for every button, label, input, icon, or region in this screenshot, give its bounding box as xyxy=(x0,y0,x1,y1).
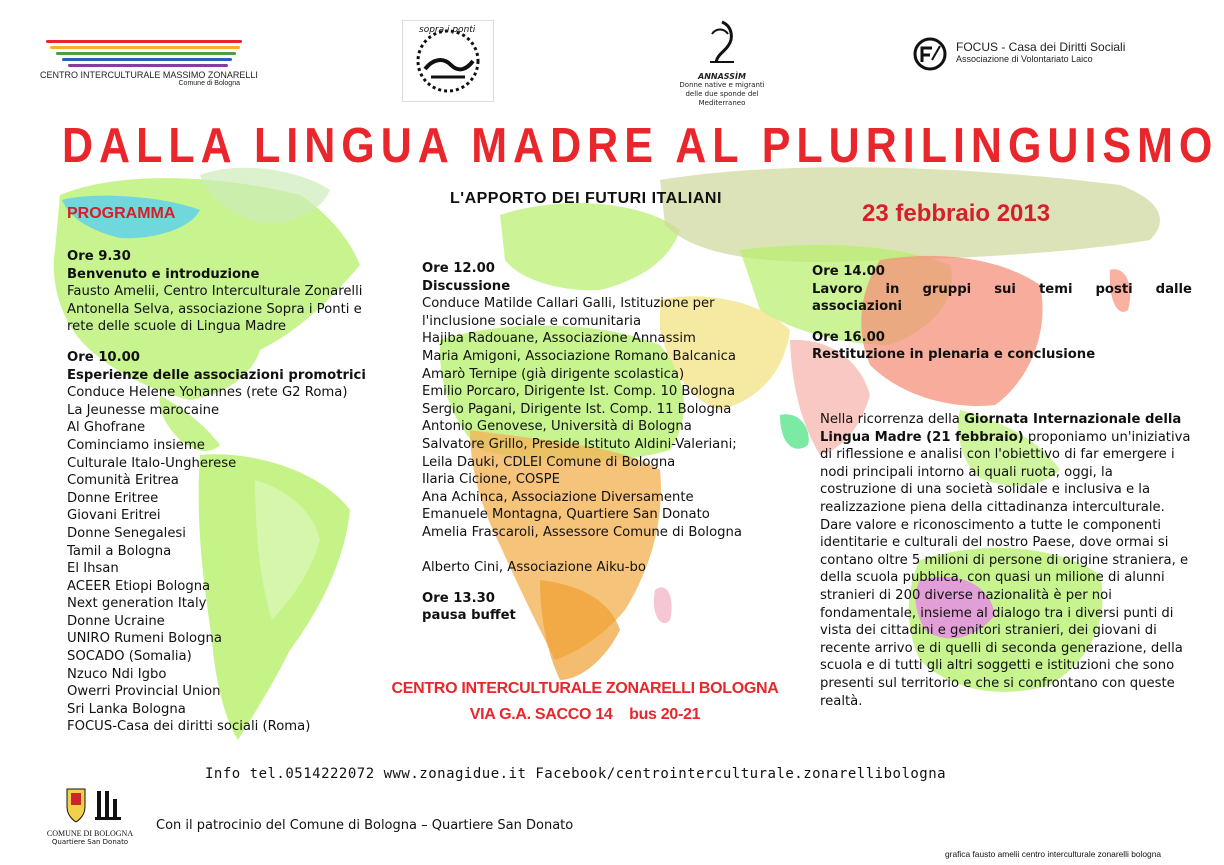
association-item: Cominciamo insieme xyxy=(67,437,205,453)
association-item: Conduce Helene Yohannes (rete G2 Roma) xyxy=(67,385,348,401)
spacer xyxy=(422,542,792,560)
association-item: Tamil a Bologna xyxy=(67,543,172,559)
focus-logo-icon xyxy=(912,36,948,72)
session-title: pausa buffet xyxy=(422,608,516,624)
session-title: Restituzione in plenaria e conclusione xyxy=(812,347,1096,363)
speaker-line: l'inclusione sociale e comunitaria xyxy=(422,313,642,329)
paragraph-bold: Giornata Internazionale della Lingua Madre (21 febbraio) xyxy=(820,412,1182,445)
venue-name: CENTRO INTERCULTURALE ZONARELLI BOLOGNA xyxy=(391,680,779,697)
speaker-line: Alberto Cini, Associazione Aiku-bo xyxy=(422,560,646,576)
annassim-logo-icon xyxy=(702,18,742,68)
logo-focus xyxy=(912,36,1162,76)
speaker-line: Sergio Pagani, Dirigente Ist. Comp. 11 Bologna xyxy=(422,401,732,417)
venue-address: VIA G.A. SACCO 14 bus 20-21 xyxy=(469,706,701,723)
speaker-line: Antonio Genovese, Università di Bologna xyxy=(422,419,692,435)
speaker-line: Salvatore Grillo, Preside Istituto Aldini-Valeriani; xyxy=(422,436,737,452)
speaker-line: Ilaria Cicione, COSPE xyxy=(422,472,560,488)
association-item: Sri Lanka Bologna xyxy=(67,701,186,717)
association-item: Al Ghofrane xyxy=(67,420,146,436)
association-item: El Ihsan xyxy=(67,561,119,577)
speaker-line: Emanuele Montagna, Quartiere San Donato xyxy=(422,507,710,523)
speaker-line: rete delle scuole di Lingua Madre xyxy=(67,319,287,335)
paragraph-body: proponiamo un'iniziativa di riflessione e analisi con l'obiettivo di far emergere i nodi principali intorno ai quali ruota, oggi, la costruzione di una società solidale e inclusiva e la realizzazione piena della cittadinanza interculturale. Dare valore e riconoscimento a tutte le componenti identitarie e culturali del nostro Paese, dove ormai si contano oltre 5 milioni di persone di origine straniera, e della scuola pubblica, con quasi un milione di alunni stranieri di 200 diverse nazionalità è per noi fondamentale, insieme al dialogo tra i diversi punti di vista dei cittadini e genitori stranieri, dei giovani di recente arrivo e di quelli di seconda generazione, della scuola e di tutti gli altri soggetti e istituzioni che sono presenti sul territorio e che si confrontano con queste realtà. xyxy=(820,429,1191,709)
speaker-line: Fausto Amelii, Centro Interculturale Zonarelli xyxy=(67,284,363,300)
speaker-line: Leila Dauki, CDLEI Comune di Bologna xyxy=(422,454,676,470)
session-title: Discussione xyxy=(422,278,511,294)
logo-focus-title: FOCUS - Casa dei Diritti Sociali xyxy=(956,40,1126,54)
patronage-line: Con il patrocinio del Comune di Bologna – Quartiere San Donato xyxy=(156,818,574,833)
contact-info: Info tel.0514222072 www.zonagidue.it Facebook/centrointerculturale.zonarellibologna xyxy=(205,766,947,782)
graphic-credit: grafica fausto amelii centro interculturale zonarelli bologna xyxy=(945,849,1162,859)
session-time: Ore 12.00 xyxy=(422,261,495,276)
speaker-line: Hajiba Radouane, Associazione Annassim xyxy=(422,331,696,347)
association-item: Culturale Italo-Ungherese xyxy=(67,455,237,471)
logo-sopra-i-ponti-name: sopra i ponti xyxy=(419,25,476,35)
logo-focus-sub: Associazione di Volontariato Laico xyxy=(956,54,1093,64)
description-paragraph xyxy=(820,411,1192,710)
programma-heading: PROGRAMMA xyxy=(67,205,176,222)
association-item: Donne Eritree xyxy=(67,490,159,506)
comune-sub: Quartiere San Donato xyxy=(51,838,129,846)
association-item: SOCADO (Somalia) xyxy=(67,649,192,665)
session-title: Lavoro in gruppi sui temi posti dalle xyxy=(812,281,1192,297)
speaker-line: Conduce Matilde Callari Galli, Istituzione per xyxy=(422,296,715,312)
paragraph-lead: Nella ricorrenza della xyxy=(820,412,965,427)
speaker-line: Ana Achinca, Associazione Diversamente xyxy=(422,489,694,505)
program-column-afternoon xyxy=(812,263,1192,364)
venue-block xyxy=(380,676,790,728)
speaker-line: Amelia Frascaroli, Assessore Comune di Bologna xyxy=(422,524,742,540)
speaker-line: Maria Amigoni, Associazione Romano Balcanica xyxy=(422,348,737,364)
event-date: 23 febbraio 2013 xyxy=(862,200,1051,227)
comune-coat-of-arms-icon xyxy=(45,785,135,825)
program-column-midday xyxy=(422,260,792,625)
association-item: FOCUS-Casa dei diritti sociali (Roma) xyxy=(67,719,311,735)
session-title: Esperienze delle associazioni promotrici xyxy=(67,367,366,383)
logo-annassim xyxy=(672,18,772,108)
association-item: Comunità Eritrea xyxy=(67,473,179,489)
association-item: Donne Senegalesi xyxy=(67,525,186,541)
speaker-line: Emilio Porcaro, Dirigente Ist. Comp. 10 Bologna xyxy=(422,384,736,400)
session-title-cont: associazioni xyxy=(812,299,903,315)
session-time: Ore 14.00 xyxy=(812,264,885,279)
association-item: Giovani Eritrei xyxy=(67,508,161,524)
rainbow-stripes-icon xyxy=(46,40,246,67)
session-time: Ore 16.00 xyxy=(812,329,885,345)
logo-zonarelli-sub: Comune di Bologna xyxy=(178,80,240,87)
association-item: Donne Ucraine xyxy=(67,613,165,629)
speaker-line: Antonella Selva, associazione Sopra i Ponti e xyxy=(67,301,362,317)
session-time: Ore 10.00 xyxy=(67,349,140,365)
association-item: UNIRO Rumeni Bologna xyxy=(67,631,222,647)
comune-name: COMUNE DI BOLOGNA xyxy=(46,829,134,838)
session-title: Benvenuto e introduzione xyxy=(67,266,260,282)
logo-comune xyxy=(40,785,140,846)
session-time: Ore 13.30 xyxy=(422,590,495,606)
association-item: Next generation Italy xyxy=(67,596,207,612)
association-item: La Jeunesse marocaine xyxy=(67,402,220,418)
page-title: DALLA LINGUA MADRE AL PLURILINGUISMO xyxy=(62,118,1219,174)
association-item: Owerri Provincial Union xyxy=(67,684,221,700)
program-column-morning xyxy=(67,248,407,736)
association-item: Nzuco Ndi Igbo xyxy=(67,666,167,682)
association-item: ACEER Etiopi Bologna xyxy=(67,578,211,594)
logo-sopra-i-ponti xyxy=(402,20,494,102)
speaker-line: Amarò Ternipe (già dirigente scolastica) xyxy=(422,366,685,382)
logo-annassim-desc: Donne native e migranti delle due sponde del Mediterraneo xyxy=(679,81,765,107)
logo-annassim-name: ANNASSÌM xyxy=(698,72,746,81)
logo-zonarelli xyxy=(40,38,260,108)
page-subtitle: L'APPORTO DEI FUTURI ITALIANI xyxy=(450,190,722,207)
session-time: Ore 9.30 xyxy=(67,249,131,264)
logo-zonarelli-name: CENTRO INTERCULTURALE MASSIMO ZONARELLI xyxy=(40,70,258,80)
